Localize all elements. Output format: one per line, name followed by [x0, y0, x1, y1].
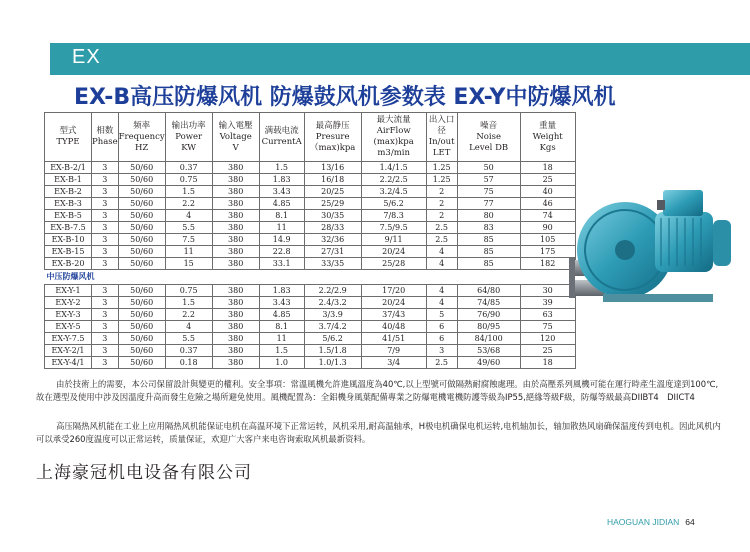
- table-cell: 4.85: [259, 198, 304, 210]
- column-header-line: 相数: [96, 126, 114, 136]
- table-cell: 1.5: [259, 162, 304, 174]
- table-body: [45, 162, 576, 369]
- column-header: [361, 113, 426, 162]
- table-cell: 64/80: [457, 285, 520, 297]
- table-cell: 50/60: [118, 321, 165, 333]
- table-cell: 50: [457, 162, 520, 174]
- table-cell: 49/60: [457, 357, 520, 369]
- table-cell: 17/20: [361, 285, 426, 297]
- table-cell: 380: [212, 222, 259, 234]
- table-cell: 5.5: [165, 222, 212, 234]
- table-cell: 9/11: [361, 234, 426, 246]
- table-cell: 7.5/9.5: [361, 222, 426, 234]
- table-cell: 2.2/2.5: [361, 174, 426, 186]
- table-cell: 3: [92, 174, 119, 186]
- table-cell: 41/51: [361, 333, 426, 345]
- section-label: 中压防爆风机: [45, 270, 576, 285]
- table-cell: 3/3.9: [304, 309, 361, 321]
- table-cell: 0.37: [165, 162, 212, 174]
- table-row: [45, 357, 576, 369]
- table-cell: 3/4: [361, 357, 426, 369]
- table-cell: 80: [457, 210, 520, 222]
- column-header-line: Power: [175, 131, 203, 142]
- table-cell: 50/60: [118, 309, 165, 321]
- table-cell: 25: [520, 174, 575, 186]
- table-cell: 3: [92, 246, 119, 258]
- table-cell: 33/35: [304, 258, 361, 270]
- column-header-line: In/out: [428, 137, 455, 147]
- table-cell: 20/24: [361, 246, 426, 258]
- table-cell: EX-B-2: [45, 186, 92, 198]
- table-cell: 380: [212, 285, 259, 297]
- table-cell: 50/60: [118, 258, 165, 270]
- table-cell: 90: [520, 222, 575, 234]
- table-cell: 1.5: [165, 297, 212, 309]
- column-header-line: （max)kpa: [309, 142, 356, 153]
- column-header-line: KW: [181, 142, 197, 153]
- table-cell: 1.83: [259, 285, 304, 297]
- table-cell: 0.18: [165, 357, 212, 369]
- table-cell: 83: [457, 222, 520, 234]
- table-cell: 0.75: [165, 174, 212, 186]
- table-cell: EX-Y-2/1: [45, 345, 92, 357]
- table-cell: 50/60: [118, 174, 165, 186]
- table-cell: 175: [520, 246, 575, 258]
- column-header: [45, 113, 92, 162]
- table-cell: 74/85: [457, 297, 520, 309]
- table-cell: 50/60: [118, 297, 165, 309]
- spec-table: [44, 112, 576, 369]
- table-cell: EX-B-3: [45, 198, 92, 210]
- table-cell: 18: [520, 162, 575, 174]
- column-header-line: 型式: [59, 126, 77, 136]
- table-cell: 380: [212, 198, 259, 210]
- table-cell: EX-Y-7.5: [45, 333, 92, 345]
- table-cell: 380: [212, 210, 259, 222]
- column-header: [165, 113, 212, 162]
- table-cell: 2.2: [165, 309, 212, 321]
- table-cell: 15: [165, 258, 212, 270]
- column-header: [118, 113, 165, 162]
- footer-brand: HAOGUAN JIDIAN: [607, 517, 680, 527]
- table-cell: 2.2: [165, 198, 212, 210]
- column-header: [426, 113, 457, 162]
- table-cell: 1.5: [165, 186, 212, 198]
- table-cell: 380: [212, 174, 259, 186]
- table-cell: 11: [259, 222, 304, 234]
- table-cell: 75: [457, 186, 520, 198]
- column-header-line: V: [232, 142, 239, 153]
- table-cell: 3: [92, 333, 119, 345]
- table-cell: 77: [457, 198, 520, 210]
- table-cell: 3: [92, 297, 119, 309]
- table-row: [45, 258, 576, 270]
- description-paragraph-1: 由於技術上的需要，本公司保留設計與變更的權利。安全事項：常溫風機允許進風溫度為40℃,以上型號可做隔熱耐腐蝕處理。由於高壓系列風機可能在運行時產生溫度達到100℃,故在選型及使用中涉及因溫度升高而發生危險之場所避免使用。風機配置為：全鋁機身風葉配備專業之防爆電機電機防護等級為IP55,絕緣等級F級，防爆等級最高DIIBT4 DIICT4: [36, 379, 719, 402]
- table-cell: 5: [426, 309, 457, 321]
- column-header-line: HZ: [134, 142, 149, 153]
- table-cell: 3: [92, 162, 119, 174]
- table-cell: EX-B-5: [45, 210, 92, 222]
- table-cell: 3: [92, 258, 119, 270]
- table-cell: 380: [212, 234, 259, 246]
- table-cell: 2: [426, 210, 457, 222]
- column-header: [92, 113, 119, 162]
- table-cell: 380: [212, 258, 259, 270]
- column-header-line: Weight: [532, 131, 563, 142]
- column-header-line: Phase: [92, 137, 118, 147]
- table-cell: 380: [212, 186, 259, 198]
- table-cell: 22.8: [259, 246, 304, 258]
- table-cell: 30: [520, 285, 575, 297]
- table-cell: 5/6.2: [361, 198, 426, 210]
- table-cell: 4.85: [259, 309, 304, 321]
- table-cell: 120: [520, 333, 575, 345]
- table-cell: 3: [426, 345, 457, 357]
- column-header: [457, 113, 520, 162]
- table-cell: 2.4/3.2: [304, 297, 361, 309]
- table-cell: 8.1: [259, 321, 304, 333]
- table-row: [45, 234, 576, 246]
- table-row: [45, 345, 576, 357]
- table-row: [45, 162, 576, 174]
- table-cell: 1.5: [259, 345, 304, 357]
- column-header-line: m3/min: [377, 148, 410, 158]
- table-cell: EX-Y-3: [45, 309, 92, 321]
- section-tag: EX: [72, 46, 101, 68]
- table-cell: 50/60: [118, 333, 165, 345]
- table-cell: 3: [92, 321, 119, 333]
- table-cell: 50/60: [118, 198, 165, 210]
- table-row: [45, 246, 576, 258]
- table-cell: EX-Y-5: [45, 321, 92, 333]
- table-cell: 2: [426, 186, 457, 198]
- table-cell: 1.0/1.3: [304, 357, 361, 369]
- page-number: 64: [685, 517, 695, 527]
- table-cell: 3: [92, 309, 119, 321]
- table-cell: 4: [426, 297, 457, 309]
- column-header: [304, 113, 361, 162]
- column-header-line: (max)kpa: [373, 137, 414, 147]
- table-cell: 39: [520, 297, 575, 309]
- table-cell: EX-Y-2: [45, 297, 92, 309]
- table-cell: 2: [426, 198, 457, 210]
- table-cell: 63: [520, 309, 575, 321]
- table-cell: 25/28: [361, 258, 426, 270]
- column-header-line: Voltage: [219, 131, 252, 142]
- column-header-line: Level DB: [469, 142, 509, 153]
- table-cell: 57: [457, 174, 520, 186]
- table-cell: 37/43: [361, 309, 426, 321]
- explosion-proof-blower-image: [563, 160, 738, 310]
- column-header-line: LET: [432, 148, 451, 158]
- table-cell: 4: [426, 285, 457, 297]
- table-cell: 4: [165, 210, 212, 222]
- table-cell: EX-B-20: [45, 258, 92, 270]
- column-header-line: 输入電壓: [218, 120, 253, 131]
- table-cell: 46: [520, 198, 575, 210]
- table-cell: 3: [92, 222, 119, 234]
- table-cell: 6: [426, 333, 457, 345]
- table-cell: 50/60: [118, 345, 165, 357]
- table-cell: 28/33: [304, 222, 361, 234]
- table-cell: EX-B-15: [45, 246, 92, 258]
- table-cell: 380: [212, 297, 259, 309]
- table-cell: 33.1: [259, 258, 304, 270]
- section-row: [45, 270, 576, 285]
- column-header-line: 频率: [133, 120, 151, 131]
- description-paragraph-2: 高压隔热风机能在工业上应用隔热风机能保证电机在高温环境下正常运转，风机采用,耐高温轴承，H极电机确保电机运转,电机轴加长，轴加散热风扇确保温度传到电机。因此风机内可以承受260度温度可以正常运转，质量保证，欢迎广大客户来电咨询索取风机最新资料。: [36, 421, 721, 444]
- table-cell: 2.5: [426, 357, 457, 369]
- column-header-line: 出入口: [428, 115, 455, 125]
- table-cell: 80/95: [457, 321, 520, 333]
- table-cell: 50/60: [118, 285, 165, 297]
- company-name: 上海豪冠机电设备有限公司: [36, 463, 252, 483]
- table-cell: 20/25: [304, 186, 361, 198]
- table-cell: 74: [520, 210, 575, 222]
- table-cell: 3.43: [259, 297, 304, 309]
- table-cell: 85: [457, 234, 520, 246]
- table-cell: 2.2/2.9: [304, 285, 361, 297]
- column-header-line: 径: [437, 126, 446, 136]
- table-cell: 7.5: [165, 234, 212, 246]
- table-cell: 5.5: [165, 333, 212, 345]
- table-cell: 3: [92, 210, 119, 222]
- table-cell: 27/31: [304, 246, 361, 258]
- table-cell: 25: [520, 345, 575, 357]
- column-header-line: 最大流量: [376, 115, 411, 125]
- table-cell: EX-B-1: [45, 174, 92, 186]
- table-cell: 16/18: [304, 174, 361, 186]
- column-header-line: 最高静压: [315, 120, 350, 131]
- table-cell: 3: [92, 198, 119, 210]
- table-row: [45, 297, 576, 309]
- table-cell: 50/60: [118, 210, 165, 222]
- table-cell: 11: [259, 333, 304, 345]
- table-row: [45, 198, 576, 210]
- table-cell: 6: [426, 321, 457, 333]
- table-cell: 50/60: [118, 357, 165, 369]
- table-cell: 14.9: [259, 234, 304, 246]
- table-cell: 30/35: [304, 210, 361, 222]
- table-cell: 7/9: [361, 345, 426, 357]
- table-cell: 3: [92, 234, 119, 246]
- table-cell: 3.2/4.5: [361, 186, 426, 198]
- table-cell: 1.25: [426, 162, 457, 174]
- table-cell: 2.5: [426, 234, 457, 246]
- column-header-line: 输出功率: [171, 120, 206, 131]
- table-header-row: [45, 113, 576, 162]
- table-cell: 75: [520, 321, 575, 333]
- table-cell: 50/60: [118, 246, 165, 258]
- table-row: [45, 222, 576, 234]
- table-cell: EX-Y-1: [45, 285, 92, 297]
- table-cell: 40/48: [361, 321, 426, 333]
- table-cell: 8.1: [259, 210, 304, 222]
- table-cell: 380: [212, 357, 259, 369]
- table-cell: 4: [426, 258, 457, 270]
- table-cell: 380: [212, 333, 259, 345]
- column-header: [212, 113, 259, 162]
- table-cell: 1.5/1.8: [304, 345, 361, 357]
- table-row: [45, 186, 576, 198]
- table-cell: 380: [212, 246, 259, 258]
- column-header-line: Frequency: [118, 131, 165, 142]
- column-header-line: 满载电流: [264, 126, 299, 136]
- table-cell: 1.4/1.5: [361, 162, 426, 174]
- table-cell: 1.0: [259, 357, 304, 369]
- table-cell: EX-B-7.5: [45, 222, 92, 234]
- table-cell: 7/8.3: [361, 210, 426, 222]
- table-cell: 5/6.2: [304, 333, 361, 345]
- table-cell: EX-B-2/1: [45, 162, 92, 174]
- table-row: [45, 321, 576, 333]
- table-cell: 50/60: [118, 186, 165, 198]
- table-cell: 76/90: [457, 309, 520, 321]
- table-row: [45, 210, 576, 222]
- table-cell: 3: [92, 345, 119, 357]
- table-row: [45, 333, 576, 345]
- table-row: [45, 174, 576, 186]
- table-cell: 3: [92, 357, 119, 369]
- column-header-line: CurrentA: [261, 137, 302, 147]
- column-header: [259, 113, 304, 162]
- table-cell: 53/68: [457, 345, 520, 357]
- column-header-line: 重量: [539, 120, 557, 131]
- table-cell: 0.37: [165, 345, 212, 357]
- table-cell: 50/60: [118, 162, 165, 174]
- column-header-line: 噪音: [480, 120, 498, 131]
- table-cell: 380: [212, 321, 259, 333]
- table-cell: 20/24: [361, 297, 426, 309]
- table-cell: 50/60: [118, 222, 165, 234]
- page-title: EX-B高压防爆风机 防爆鼓风机参数表 EX-Y中防爆风机: [74, 85, 616, 110]
- table-cell: 25/29: [304, 198, 361, 210]
- table-cell: 32/36: [304, 234, 361, 246]
- table-cell: 105: [520, 234, 575, 246]
- table-cell: 13/16: [304, 162, 361, 174]
- table-row: [45, 309, 576, 321]
- table-cell: 380: [212, 345, 259, 357]
- table-cell: 1.83: [259, 174, 304, 186]
- table-cell: 3.7/4.2: [304, 321, 361, 333]
- table-cell: 4: [426, 246, 457, 258]
- table-cell: 18: [520, 357, 575, 369]
- column-header-line: TYPE: [56, 137, 80, 147]
- table-cell: 380: [212, 309, 259, 321]
- table-cell: 85: [457, 246, 520, 258]
- table-cell: 3: [92, 186, 119, 198]
- table-cell: 380: [212, 162, 259, 174]
- table-cell: 84/100: [457, 333, 520, 345]
- table-cell: 85: [457, 258, 520, 270]
- table-cell: 3: [92, 285, 119, 297]
- column-header-line: Presure: [315, 131, 350, 142]
- table-row: [45, 285, 576, 297]
- footer: [607, 517, 695, 527]
- column-header-line: Noise: [476, 131, 501, 142]
- table-cell: EX-Y-4/1: [45, 357, 92, 369]
- table-cell: EX-B-10: [45, 234, 92, 246]
- column-header-line: AirFlow: [376, 126, 411, 136]
- table-cell: 1.25: [426, 174, 457, 186]
- section-header-bar: [50, 43, 750, 75]
- column-header: [520, 113, 575, 162]
- table-cell: 0.75: [165, 285, 212, 297]
- table-cell: 4: [165, 321, 212, 333]
- column-header-line: Kgs: [539, 142, 556, 153]
- table-cell: 40: [520, 186, 575, 198]
- table-cell: 2.5: [426, 222, 457, 234]
- table-cell: 3.43: [259, 186, 304, 198]
- table-cell: 182: [520, 258, 575, 270]
- table-cell: 50/60: [118, 234, 165, 246]
- table-cell: 11: [165, 246, 212, 258]
